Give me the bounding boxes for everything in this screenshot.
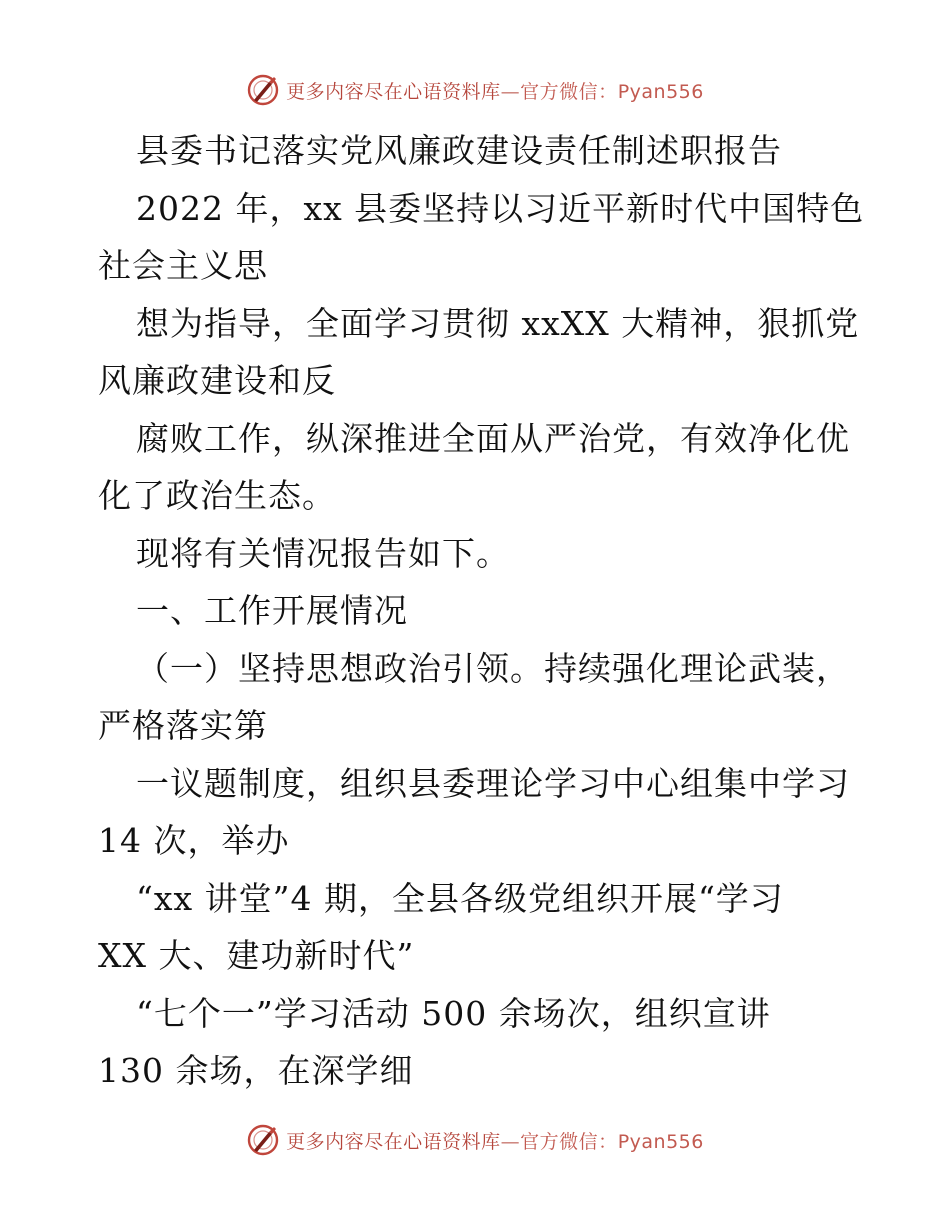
- watermark-text: [286, 77, 704, 104]
- header-watermark-banner: [0, 70, 950, 110]
- brush-logo-icon: [246, 73, 280, 107]
- paragraph-line: 想为指导，全面学习贯彻 xxXX 大精神，狠抓党: [136, 303, 860, 343]
- watermark-contact-label: 官方微信：: [520, 1130, 618, 1153]
- watermark-contact-id: Pyan556: [617, 80, 704, 103]
- watermark-text: [286, 1127, 704, 1154]
- footer-watermark-banner: [0, 1120, 950, 1160]
- paragraph-line: 2022 年，xx 县委坚持以习近平新时代中国特色: [136, 188, 865, 228]
- paragraph-line: 130 余场，在深学细: [98, 1051, 414, 1090]
- paragraph-line: “七个一”学习活动 500 余场次，组织宣讲: [136, 993, 771, 1033]
- watermark-separator: —: [500, 1130, 521, 1153]
- watermark-slogan: 更多内容尽在心语资料库: [286, 80, 501, 103]
- paragraph-line: 腐败工作，纵深推进全面从严治党，有效净化优: [136, 418, 850, 458]
- paragraph-line: 化了政治生态。: [98, 476, 336, 515]
- brush-logo-icon: [246, 1123, 280, 1157]
- paragraph-line: 现将有关情况报告如下。: [136, 533, 510, 573]
- subsection-heading: （一）坚持思想政治引领。持续强化理论武装，: [136, 648, 850, 688]
- watermark-slogan: 更多内容尽在心语资料库: [286, 1130, 501, 1153]
- paragraph-line: 社会主义思: [98, 246, 268, 285]
- watermark-contact-label: 官方微信：: [520, 80, 618, 103]
- section-heading: 一、工作开展情况: [136, 591, 408, 630]
- document-body: [98, 122, 865, 1100]
- watermark-contact-id: Pyan556: [617, 1130, 704, 1153]
- paragraph-line: 风廉政建设和反: [98, 361, 336, 400]
- paragraph-line: 严格落实第: [98, 706, 268, 745]
- watermark-separator: —: [500, 80, 521, 103]
- paragraph-line: 一议题制度，组织县委理论学习中心组集中学习: [136, 763, 850, 803]
- document-title: 县委书记落实党风廉政建设责任制述职报告: [136, 131, 782, 170]
- paragraph-line: 14 次，举办: [98, 821, 290, 860]
- paragraph-line: “xx 讲堂”4 期，全县各级党组织开展“学习: [136, 878, 784, 918]
- paragraph-line: XX 大、建功新时代”: [98, 936, 415, 975]
